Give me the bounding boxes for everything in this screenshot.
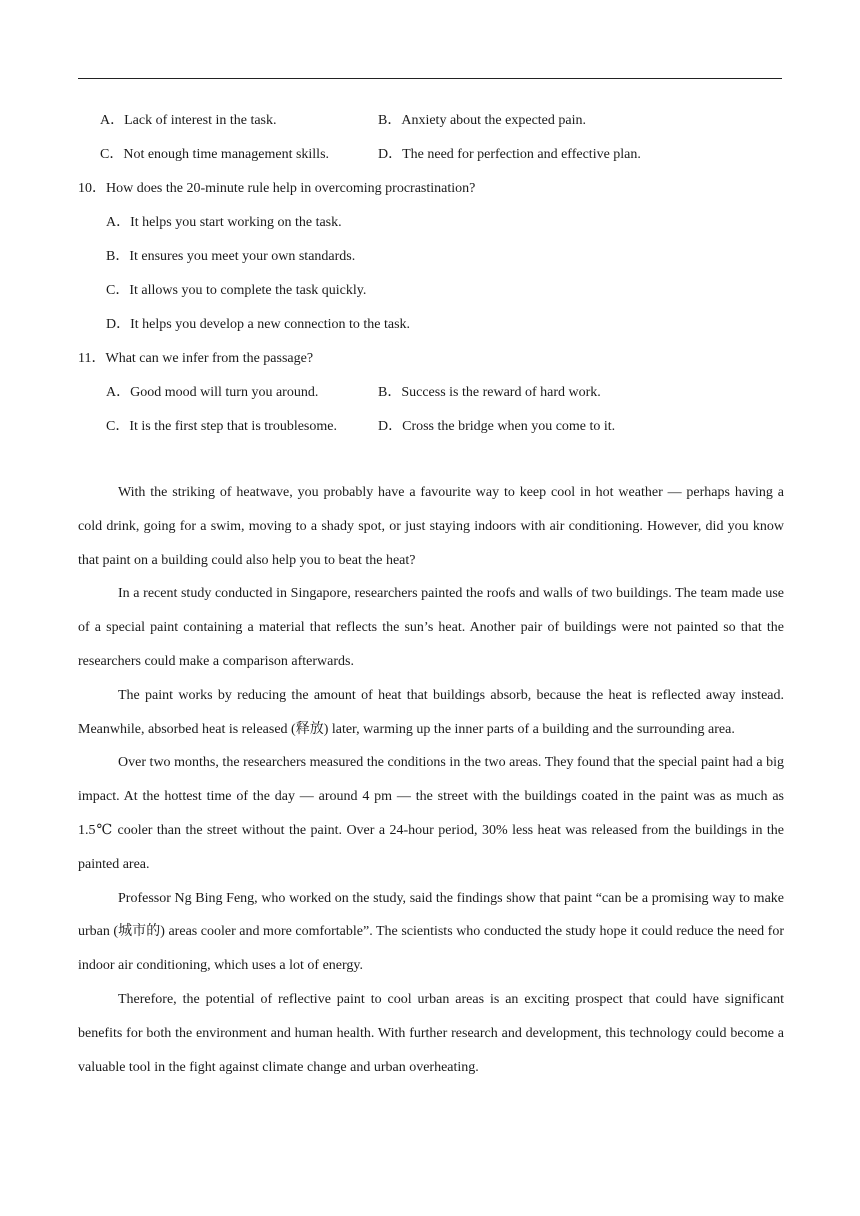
q9-option-c: C．Not enough time management skills. (100, 147, 330, 162)
passage-paragraph: With the striking of heatwave, you probably have a favourite way to keep cool in hot weather — perhaps having a cold drink, going for a swim, moving to a shady spot, or just staying indoors with air conditioning. However, did you know that paint on a building could also help you to beat the heat? (78, 485, 784, 568)
q9-options-row-1 (78, 107, 784, 141)
q11-options-row-1 (78, 379, 784, 413)
passage-paragraph: The paint works by reducing the amount of heat that buildings absorb, because the heat is reflected away instead. Meanwhile, absorbed heat is released (释放) later, warming up the inner parts of a building and the surrounding area. (78, 687, 784, 737)
q11-option-d: D．Cross the bridge when you come to it. (378, 419, 616, 434)
q11-option-a: A．Good mood will turn you around. (106, 385, 319, 400)
q10-option-b: B．It ensures you meet your own standards. (106, 249, 356, 264)
q10-option-d: D．It helps you develop a new connection to the task. (106, 317, 411, 332)
reading-passage (78, 476, 784, 1084)
q11-option-c: C．It is the first step that is troublesome. (106, 419, 337, 434)
header-rule (78, 78, 782, 79)
passage-paragraph: Professor Ng Bing Feng, who worked on the study, said the findings show that paint “can be a promising way to make urban (城市的) areas cooler and more comfortable”. The scientists who conducted the study hope it could reduce the need for indoor air conditioning, which uses a lot of energy. (78, 890, 784, 974)
passage-paragraph: Over two months, the researchers measured the conditions in the two areas. They found that the special paint had a big impact. At the hottest time of the day — around 4 pm — the street with the buildings coated in the paint was as much as 1.5℃ cooler than the street without the paint. Over a 24-hour period, 30% less heat was released from the buildings in the painted area. (78, 755, 784, 872)
q11-option-b: B．Success is the reward of hard work. (378, 385, 601, 400)
q10-option-c: C．It allows you to complete the task quickly. (106, 283, 367, 298)
q9-options-row-2 (78, 141, 784, 175)
q9-option-d: D．The need for perfection and effective plan. (378, 147, 641, 162)
q10-option-a: A．It helps you start working on the task. (106, 215, 342, 230)
q11-stem: 11．What can we infer from the passage? (78, 351, 314, 366)
q10-stem: 10．How does the 20-minute rule help in overcoming procrastination? (78, 181, 476, 196)
passage-paragraph: Therefore, the potential of reflective paint to cool urban areas is an exciting prospect that could have significant benefits for both the environment and human health. With further research and development, this technology could become a valuable tool in the fight against climate change and urban overheating. (78, 991, 784, 1075)
q11-options-row-2 (78, 413, 784, 447)
passage-paragraph: In a recent study conducted in Singapore, researchers painted the roofs and walls of two buildings. The team made use of a special paint containing a material that reflects the sun’s heat. Another pair of buildings were not painted so that the researchers could make a comparison afterwards. (78, 586, 784, 669)
q9-option-a: A．Lack of interest in the task. (100, 113, 277, 128)
questions-section (78, 107, 784, 447)
q9-option-b: B．Anxiety about the expected pain. (378, 113, 586, 128)
